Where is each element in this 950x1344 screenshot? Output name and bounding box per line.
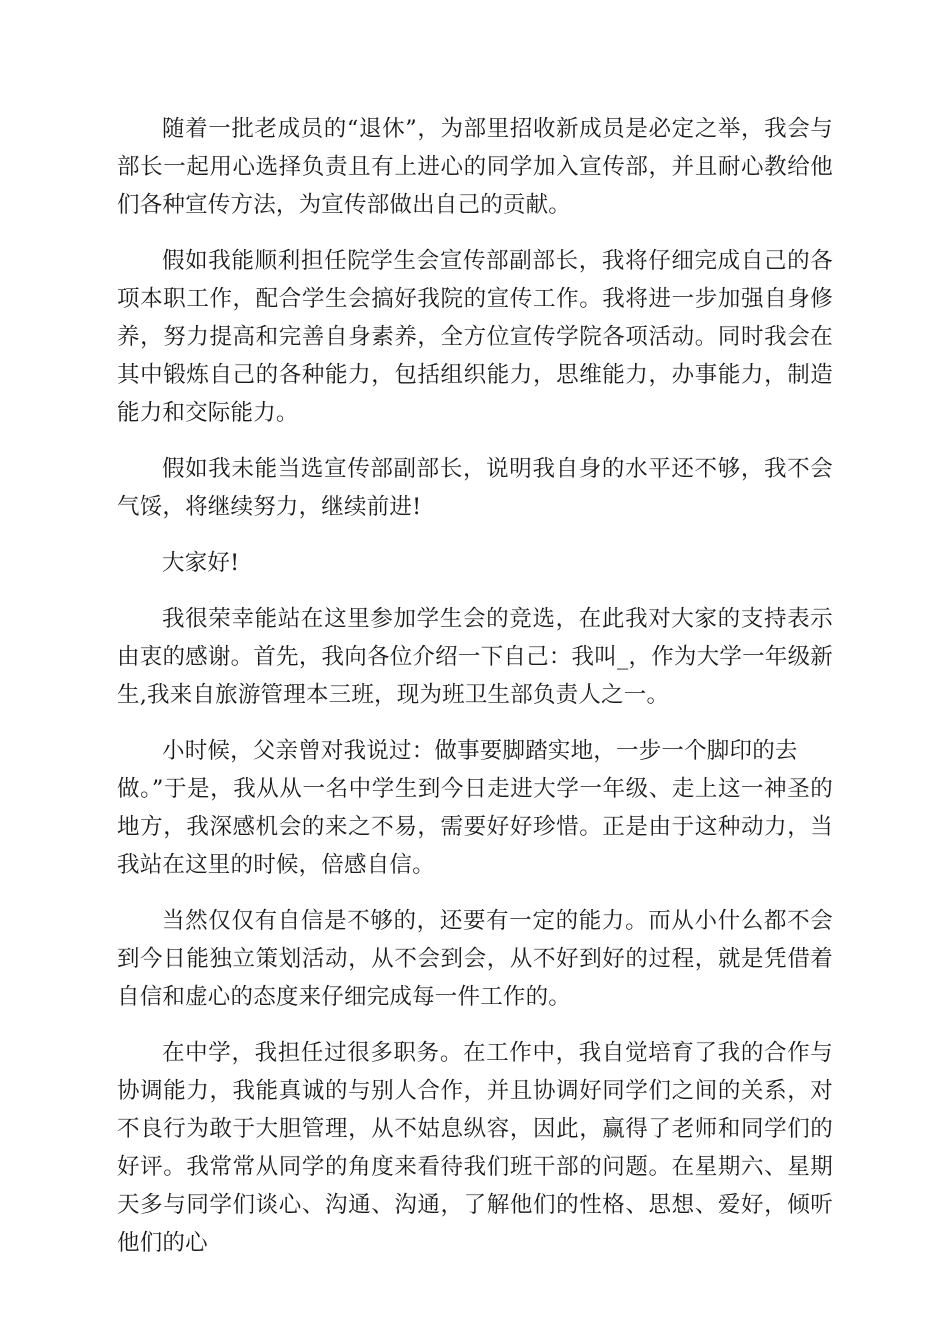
- paragraph-recruit-members: 随着一批老成员的“退休”，为部里招收新成员是必定之举，我会与部长一起用心选择负责且有上进心的同学加入宣传部，并且耐心教给他们各种宣传方法，为宣传部做出自己的贡献。: [117, 116, 833, 218]
- paragraph-father-advice: 小时候，父亲曾对我说过：做事要脚踏实地，一步一个脚印的去 做。”于是，我从从一名中学生到今日走进大学一年级、走上这一神圣的地方，我深感机会的来之不易，需要好好珍惜。正是由于这种动力，当我站在这里的时候，倍感自信。: [117, 738, 833, 878]
- paragraph-duties-plan: 假如我能顺利担任院学生会宣传部副部长，我将仔细完成自己的各项本职工作，配合学生会搞好我院的宣传工作。我将进一步加强自身修养，努力提高和完善自身素养，全方位宣传学院各项活动。同时我会在其中锻炼自己的各种能力，包括组织能力，思维能力，办事能力，制造能力和交际能力。: [117, 248, 833, 426]
- paragraph-self-introduction: 我很荣幸能站在这里参加学生会的竞选，在此我对大家的支持表示由衷的感谢。首先，我向各位介绍一下自己：我叫_，作为大学一年级新生,我来自旅游管理本三班，现为班卫生部负责人之一。: [117, 606, 833, 708]
- paragraph-greeting: 大家好!: [162, 550, 240, 576]
- paragraph-middle-school-experience: 在中学，我担任过很多职务。在工作中，我自觉培育了我的合作与协调能力，我能真诚的与别人合作，并且协调好同学们之间的关系，对不良行为敢于大胆管理，从不姑息纵容，因此，赢得了老师和同学们的好评。我常常从同学的角度来看待我们班干部的问题。在星期六、星期天多与同学们谈心、沟通、沟通，了解他们的性格、思想、爱好，倾听他们的心: [117, 1040, 833, 1256]
- paragraph-if-not-elected: 假如我未能当选宣传部副部长，说明我自身的水平还不够，我不会气馁，将继续努力，继续前进!: [117, 456, 833, 520]
- paragraph-confidence-ability: 当然仅仅有自信是不够的，还要有一定的能力。而从小什么都不会到今日能独立策划活动，从不会到会，从不好到好的过程，就是凭借着自信和虚心的态度来仔细完成每一件工作的。: [117, 908, 833, 1010]
- document-body: [117, 110, 833, 1280]
